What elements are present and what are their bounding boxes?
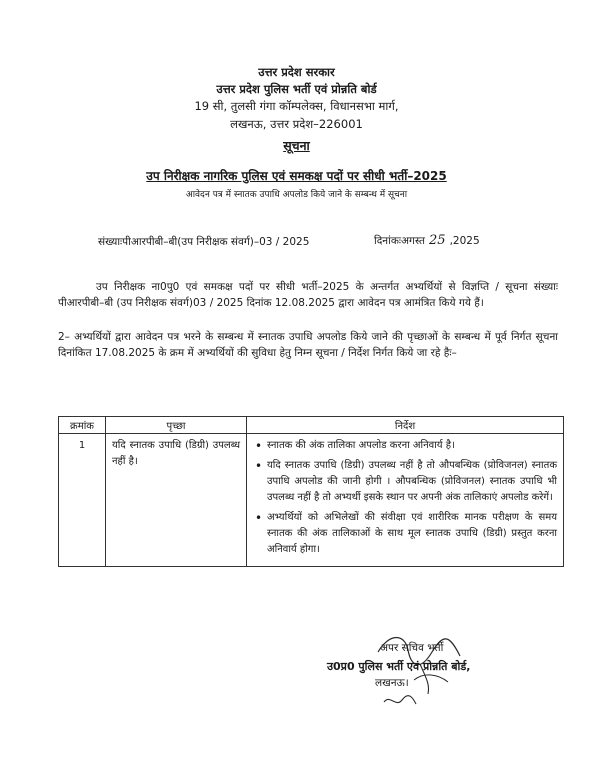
subject-heading <box>0 167 593 184</box>
subject-subline: आवेदन पत्र में स्नातक उपाधि अपलोड किये जाने के सम्बन्ध में सूचना <box>185 190 408 200</box>
reference-number: संख्याःपीआरपीबी–बी(उप निरीक्षक संवर्ग)–03 / 2025 <box>98 236 310 248</box>
signatory-place: लखनऊ। <box>375 677 409 689</box>
table-header-row <box>59 417 564 434</box>
paragraph-2: 2– अभ्यर्थियों द्वारा आवेदन पत्र भरने के सम्बन्ध में स्नातक उपाधि अपलोड किये जाने की पृच्छाओं के सम्बन्ध में पूर्व निर्गत सूचना दिनांकित 17.08.2025 के क्रम में अभ्यर्थियों की सुविधा हेतु निम्न सूचना / निर्देश निर्गत किये जा रहे हैः– <box>58 331 558 359</box>
header-serial: क्रमांक <box>59 417 106 434</box>
signatory-designation: अपर सचिव भर्ती <box>380 642 444 654</box>
instruction-list <box>253 438 557 558</box>
cell-instructions <box>247 434 564 567</box>
instruction-item: • यदि स्नातक उपाधि (डिग्री) उपलब्ध नहीं है तो औपबन्धिक (प्रोविजनल) स्नातक उपाधि अपलोड की जानी होगी । औपबन्धिक (प्रोविजनल) स्नातक उपाधि भी उपलब्ध नहीं है तो अभ्यर्थी इसके स्थान पर अपनी अंक तालिकाएं अपलोड करेगें। <box>267 458 557 506</box>
instructions-table <box>58 416 564 567</box>
signatory-board: उ0प्र0 पुलिस भर्ती एवं प्रोन्नति बोर्ड, <box>327 660 471 673</box>
subject-text: उप निरीक्षक नागरिक पुलिस एवं समकक्ष पदों पर सीधी भर्ती–2025 <box>146 169 447 183</box>
header-government: उत्तर प्रदेश सरकार <box>258 65 335 79</box>
notice-title <box>0 137 593 154</box>
instruction-item: • अभ्यर्थियों को अभिलेखों की संवीक्षा एवं शारीरिक मानक परीक्षण के समय स्नातक की अंक तालिकाओं के साथ मूल स्नातक उपाधि (डिग्री) प्रस्तुत करना अनिवार्य होगा। <box>267 510 557 558</box>
date-prefix: दिनांकःअगस्त <box>374 235 426 247</box>
table-row <box>59 434 564 567</box>
header-query: पृच्छा <box>106 417 247 434</box>
cell-serial: 1 <box>59 434 106 567</box>
date-year: ,2025 <box>449 235 480 247</box>
paragraph-1: उप निरीक्षक ना0पु0 एवं समकक्ष पदों पर सीधी भर्ती–2025 के अन्तर्गत अभ्यर्थियों से विज्ञप्ति / सूचना संख्याः पीआरपीबी–बी (उप निरीक्षक संवर्ग)03 / 2025 दिनांक 12.08.2025 द्वारा आवेदन पत्र आमंत्रित किये गये हैं। <box>58 281 558 309</box>
instruction-item: • स्नातक की अंक तालिका अपलोड करना अनिवार्य है। <box>267 438 557 454</box>
date-day-handwritten: 25 <box>429 233 446 248</box>
header-board-name: उत्तर प्रदेश पुलिस भर्ती एवं प्रोन्नति बोर्ड <box>216 82 377 96</box>
header-instruction: निर्देश <box>247 417 564 434</box>
header-city: लखनऊ, उत्तर प्रदेश–226001 <box>230 117 363 131</box>
notice-title-text: सूचना <box>283 138 310 153</box>
header-address: 19 सी, तुलसी गंगा कॉम्पलेक्स, विधानसभा मार्ग, <box>194 99 399 113</box>
cell-query: यदि स्नातक उपाधि (डिग्री) उपलब्ध नहीं है। <box>106 434 247 567</box>
notice-date <box>374 233 480 248</box>
